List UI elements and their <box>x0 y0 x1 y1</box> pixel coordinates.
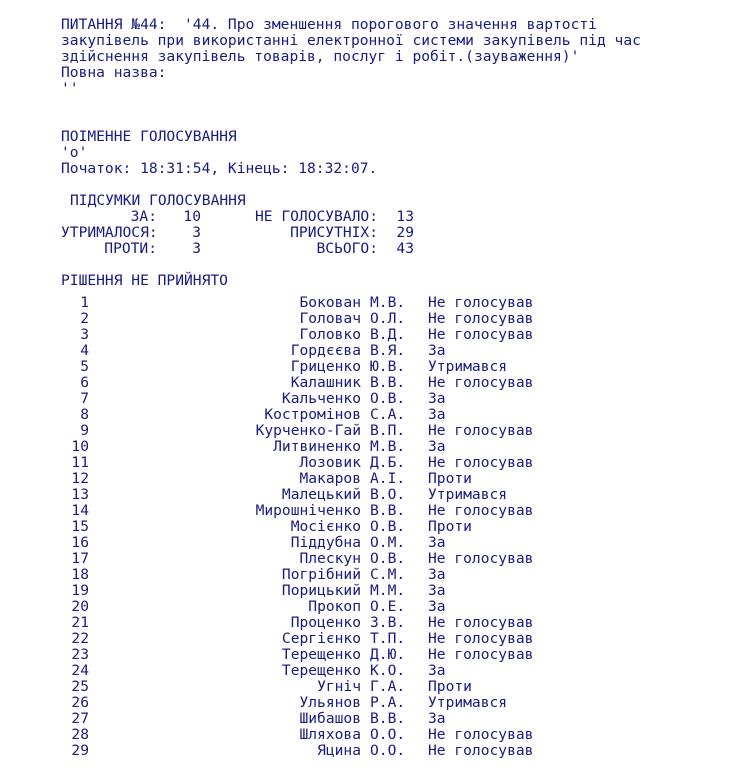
vote-result: Утримався <box>428 358 508 375</box>
summary-label: ЗА: <box>130 208 157 225</box>
vote-number: 13 <box>71 486 89 503</box>
vote-result: Не голосував <box>428 502 534 519</box>
deputy-surname: Прокоп <box>308 598 361 615</box>
summary-row <box>61 241 641 257</box>
vote-number: 6 <box>80 374 89 391</box>
vote-number: 12 <box>71 470 89 487</box>
vote-number: 24 <box>71 662 89 679</box>
vote-number: 26 <box>71 694 89 711</box>
deputy-surname: Проценко <box>290 614 361 631</box>
summary-label: УТРИМАЛОСЯ: <box>61 224 158 241</box>
voting-type-label: ПОІМЕННЕ ГОЛОСУВАННЯ <box>61 128 237 145</box>
deputy-initials: В.П. <box>370 422 406 439</box>
vote-number: 25 <box>71 678 89 695</box>
vote-result: За <box>428 438 446 455</box>
vote-result: Не голосував <box>428 310 534 327</box>
vote-row <box>61 743 533 759</box>
deputy-initials: Р.А. <box>370 694 406 711</box>
deputy-surname: Кальченко <box>281 390 361 407</box>
question-title-line: ПИТАННЯ №44: '44. Про зменшення порогового значення вартості <box>61 16 597 33</box>
vote-result: За <box>428 406 446 423</box>
vote-row <box>61 439 533 455</box>
deputy-initials: В.Д. <box>370 326 406 343</box>
vote-row <box>61 519 533 535</box>
vote-result: За <box>428 598 446 615</box>
vote-row <box>61 631 533 647</box>
summary-value: 3 <box>192 240 201 257</box>
vote-number: 5 <box>80 358 89 375</box>
deputy-surname: Шибашов <box>299 710 361 727</box>
vote-number: 8 <box>80 406 89 423</box>
summary-value: 43 <box>396 240 414 257</box>
vote-row <box>61 727 533 743</box>
vote-number: 23 <box>71 646 89 663</box>
vote-row <box>61 695 533 711</box>
deputy-initials: З.В. <box>370 614 406 631</box>
deputy-initials: В.О. <box>370 486 406 503</box>
deputy-surname: Курченко-Гай <box>255 422 361 439</box>
deputy-initials: В.В. <box>370 374 406 391</box>
deputy-initials: Ю.В. <box>370 358 406 375</box>
summary-label: ПРОТИ: <box>104 240 157 257</box>
vote-number: 27 <box>71 710 89 727</box>
vote-result: Не голосував <box>428 422 534 439</box>
deputy-initials: К.О. <box>370 662 406 679</box>
vote-row <box>61 311 533 327</box>
vote-result: Не голосував <box>428 630 534 647</box>
vote-number: 16 <box>71 534 89 551</box>
vote-number: 14 <box>71 502 89 519</box>
summary-label: ВСЬОГО: <box>316 240 378 257</box>
deputy-initials: М.М. <box>370 582 406 599</box>
deputy-initials: Г.А. <box>370 678 406 695</box>
deputy-initials: М.В. <box>370 294 406 311</box>
deputy-surname: Бокован <box>299 294 361 311</box>
deputy-surname: Мосієнко <box>290 518 361 535</box>
deputy-initials: А.І. <box>370 470 406 487</box>
vote-number: 29 <box>71 742 89 759</box>
summary-row <box>61 209 641 225</box>
deputy-initials: Д.Ю. <box>370 646 406 663</box>
vote-result: Проти <box>428 518 472 535</box>
vote-number: 10 <box>71 438 89 455</box>
vote-number: 18 <box>71 566 89 583</box>
summary-value: 29 <box>396 224 414 241</box>
deputy-surname: Терещенко <box>281 662 361 679</box>
vote-row <box>61 551 533 567</box>
vote-result: За <box>428 662 446 679</box>
deputy-initials: О.О. <box>370 726 406 743</box>
vote-number: 3 <box>80 326 89 343</box>
deputy-initials: С.А. <box>370 406 406 423</box>
question-title-line: закупівель при використанні електронної системи закупівель під час <box>61 32 641 49</box>
vote-result: Проти <box>428 678 472 695</box>
vote-result: Не голосував <box>428 614 534 631</box>
vote-number: 20 <box>71 598 89 615</box>
voting-document <box>61 17 641 289</box>
vote-result: Утримався <box>428 486 508 503</box>
vote-number: 2 <box>80 310 89 327</box>
deputy-surname: Піддубна <box>290 534 361 551</box>
deputy-surname: Литвиненко <box>273 438 361 455</box>
deputy-initials: О.В. <box>370 550 406 567</box>
vote-row <box>61 711 533 727</box>
vote-row <box>61 503 533 519</box>
deputy-initials: О.М. <box>370 534 406 551</box>
deputy-surname: Погрібний <box>281 566 361 583</box>
summary-value: 13 <box>396 208 414 225</box>
vote-result: Не голосував <box>428 726 534 743</box>
vote-row <box>61 423 533 439</box>
vote-number: 9 <box>80 422 89 439</box>
vote-row <box>61 535 533 551</box>
deputy-surname: Малецький <box>281 486 361 503</box>
vote-row <box>61 647 533 663</box>
vote-result: Не голосував <box>428 646 534 663</box>
question-title-line: здійснення закупівель товарів, послуг і робіт.(зауваження)' <box>61 48 580 65</box>
deputy-initials: С.М. <box>370 566 406 583</box>
deputy-surname: Калашник <box>290 374 361 391</box>
vote-result: За <box>428 342 446 359</box>
full-name-value: '' <box>61 80 79 97</box>
decision-text: РІШЕННЯ НЕ ПРИЙНЯТО <box>61 272 228 289</box>
deputy-surname: Угніч <box>317 678 361 695</box>
deputy-surname: Сергієнко <box>281 630 361 647</box>
vote-result: За <box>428 566 446 583</box>
vote-row <box>61 343 533 359</box>
vote-row <box>61 599 533 615</box>
vote-row <box>61 327 533 343</box>
deputy-surname: Головко <box>299 326 361 343</box>
vote-number: 15 <box>71 518 89 535</box>
full-name-label: Повна назва: <box>61 64 167 81</box>
deputy-surname: Головач <box>299 310 361 327</box>
deputy-surname: Порицький <box>281 582 361 599</box>
vote-result: Не голосував <box>428 742 534 759</box>
vote-result: Утримався <box>428 694 508 711</box>
deputy-initials: О.В. <box>370 390 406 407</box>
deputy-initials: Д.Б. <box>370 454 406 471</box>
deputy-surname: Мирошніченко <box>255 502 361 519</box>
summary-label: НЕ ГОЛОСУВАЛО: <box>254 208 378 225</box>
vote-row <box>61 295 533 311</box>
deputy-initials: О.О. <box>370 742 406 759</box>
vote-result: За <box>428 390 446 407</box>
summary-label: ПРИСУТНІХ: <box>290 224 378 241</box>
vote-number: 22 <box>71 630 89 647</box>
vote-row <box>61 679 533 695</box>
vote-number: 28 <box>71 726 89 743</box>
vote-number: 17 <box>71 550 89 567</box>
deputy-surname: Плескун <box>299 550 361 567</box>
deputy-initials: В.Я. <box>370 342 406 359</box>
vote-result: Не голосував <box>428 326 534 343</box>
vote-number: 11 <box>71 454 89 471</box>
vote-row <box>61 663 533 679</box>
summary-title: ПІДСУМКИ ГОЛОСУВАННЯ <box>70 192 246 209</box>
vote-result: Не голосував <box>428 550 534 567</box>
vote-result: За <box>428 710 446 727</box>
vote-row <box>61 375 533 391</box>
deputy-surname: Гордєєва <box>290 342 361 359</box>
vote-result: За <box>428 582 446 599</box>
deputy-initials: Т.П. <box>370 630 406 647</box>
deputy-surname: Шляхова <box>299 726 361 743</box>
deputy-surname: Ульянов <box>299 694 361 711</box>
deputy-initials: В.В. <box>370 502 406 519</box>
vote-row <box>61 583 533 599</box>
vote-row <box>61 471 533 487</box>
summary-row <box>61 225 641 241</box>
deputy-initials: О.Л. <box>370 310 406 327</box>
vote-row <box>61 391 533 407</box>
vote-number: 7 <box>80 390 89 407</box>
vote-result: Проти <box>428 470 472 487</box>
summary-value: 10 <box>183 208 201 225</box>
vote-row <box>61 615 533 631</box>
deputy-surname: Терещенко <box>281 646 361 663</box>
deputy-initials: В.В. <box>370 710 406 727</box>
summary-value: 3 <box>192 224 201 241</box>
vote-row <box>61 455 533 471</box>
vote-result: Не голосував <box>428 454 534 471</box>
vote-row <box>61 359 533 375</box>
voting-type-value: 'о' <box>61 144 88 161</box>
deputy-initials: М.В. <box>370 438 406 455</box>
vote-number: 19 <box>71 582 89 599</box>
vote-result: Не голосував <box>428 374 534 391</box>
voting-time: Початок: 18:31:54, Кінець: 18:32:07. <box>61 160 378 177</box>
vote-number: 4 <box>80 342 89 359</box>
vote-row <box>61 407 533 423</box>
vote-number: 1 <box>80 294 89 311</box>
deputy-surname: Яцина <box>317 742 361 759</box>
vote-list <box>61 295 533 759</box>
deputy-surname: Гриценко <box>290 358 361 375</box>
deputy-initials: О.В. <box>370 518 406 535</box>
deputy-surname: Макаров <box>299 470 361 487</box>
deputy-initials: О.Е. <box>370 598 406 615</box>
deputy-surname: Лозовик <box>299 454 361 471</box>
vote-result: За <box>428 534 446 551</box>
vote-number: 21 <box>71 614 89 631</box>
deputy-surname: Костромінов <box>264 406 361 423</box>
vote-row <box>61 567 533 583</box>
vote-result: Не голосував <box>428 294 534 311</box>
summary-table <box>61 209 641 257</box>
vote-row <box>61 487 533 503</box>
